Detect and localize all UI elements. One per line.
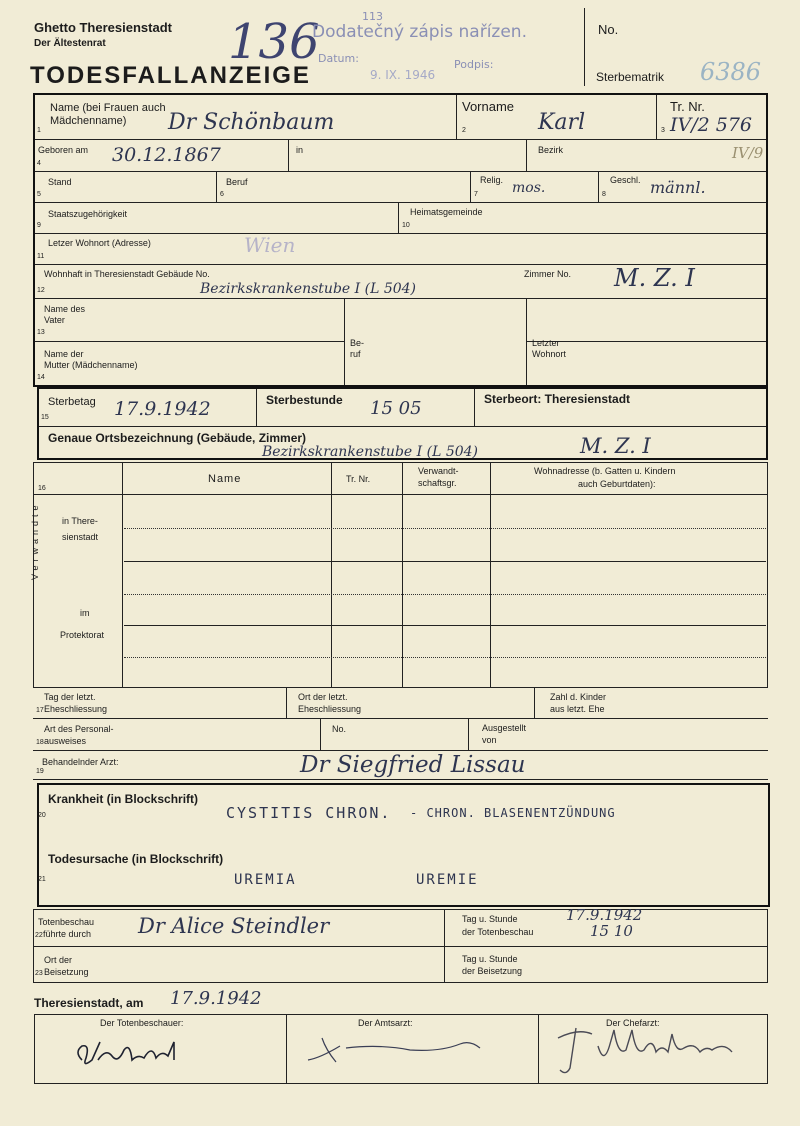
ausgestellt-a: Ausgestellt <box>482 723 527 733</box>
stamp-number: 113 <box>362 10 383 23</box>
field-number: 6 <box>220 191 224 198</box>
ausweis-no: No. <box>332 724 347 734</box>
tag-beisetzung-a: Tag u. Stunde <box>462 954 518 964</box>
sig3-label: Der Chefarzt: <box>606 1018 660 1028</box>
sterbematrik-value: 6386 <box>700 58 762 86</box>
field-number: 1 <box>37 127 41 134</box>
relig-value: mos. <box>512 180 546 196</box>
field-number: 10 <box>402 222 410 229</box>
vater-label-a: Name des <box>44 304 86 314</box>
chefarzt-signature <box>548 1016 758 1078</box>
ort-beisetzung-b: Beisetzung <box>44 967 89 977</box>
trnr-value: IV/2 576 <box>670 114 753 136</box>
sig2-label: Der Amtsarzt: <box>358 1018 413 1028</box>
geboren-label: Geboren am <box>38 145 89 155</box>
stamp-datum: Datum: <box>318 52 359 65</box>
tag-totenbeschau-value-2: 15 10 <box>590 922 633 940</box>
field-number: 20 <box>38 812 46 819</box>
bezirk-label: Bezirk <box>538 145 564 155</box>
relatives-table <box>33 462 768 688</box>
sterbestunde-label: Sterbestunde <box>266 393 343 407</box>
totenbeschauer-signature <box>70 1030 200 1075</box>
mutter-label-b: Mutter (Mädchenname) <box>44 360 138 370</box>
marriage-ort-b: Eheschliessung <box>298 704 362 714</box>
field-number: 17 <box>36 707 44 714</box>
amtsarzt-signature <box>300 1026 500 1071</box>
beruf-label: Beruf <box>226 177 248 187</box>
wohnort-label: Letzer Wohnort (Adresse) <box>48 238 151 248</box>
place-date-value: 17.9.1942 <box>170 988 262 1009</box>
col-name: Name <box>208 473 242 485</box>
stamp-text: Dodatečný zápis nařízen. <box>312 22 527 42</box>
stamp-podpis: Podpis: <box>454 58 494 71</box>
im-label: im <box>80 608 90 618</box>
krankheit-value-2: - CHRON. BLASENENTZÜNDUNG <box>410 806 616 820</box>
sterbestunde-value: 15 05 <box>370 398 422 419</box>
marriage-tag-a: Tag der letzt. <box>44 692 96 702</box>
field-number: 14 <box>37 374 45 381</box>
ausgestellt-b: von <box>482 735 497 745</box>
col-verw-a: Verwandt- <box>418 466 459 476</box>
col-wohn-b: auch Geburtdaten): <box>578 479 656 489</box>
kinder-a: Zahl d. Kinder <box>550 692 607 702</box>
col-trnr: Tr. Nr. <box>346 474 371 484</box>
field-number: 8 <box>602 191 606 198</box>
parent-wohnort-b: Wohnort <box>532 349 566 359</box>
krankheit-value-1: CYSTITIS CHRON. <box>226 804 392 822</box>
field-number: 13 <box>37 329 45 336</box>
ortsbez-value: Bezirkskrankenstube I (L 504) <box>262 444 479 460</box>
sterbematrik-label: Sterbematrik <box>596 70 665 84</box>
tag-totenbeschau-value-1: 17.9.1942 <box>566 906 643 924</box>
heimat-label: Heimatsgemeinde <box>410 207 483 217</box>
ortsbez-label: Genaue Ortsbezeichnung (Gebäude, Zimmer) <box>48 431 307 445</box>
todes-value-1: UREMIA <box>234 872 297 888</box>
arzt-label: Behandelnder Arzt: <box>42 757 119 767</box>
col-wohn-a: Wohnadresse (b. Gatten u. Kindern <box>534 466 676 476</box>
form-title: TODESFALLANZEIGE <box>30 62 311 89</box>
field-number: 19 <box>36 768 44 775</box>
field-number: 3 <box>661 127 665 134</box>
ortsbez-room: M. Z. I <box>580 434 651 458</box>
totenbeschau-a: Totenbeschau <box>38 917 95 927</box>
todes-label: Todesursache (in Blockschrift) <box>48 852 224 866</box>
arzt-value: Dr Siegfried Lissau <box>300 752 526 778</box>
handwritten-number: 136 <box>228 14 320 70</box>
geboren-value: 30.12.1867 <box>112 144 221 166</box>
ausweis-art-a: Art des Personal- <box>44 724 114 734</box>
field-number: 16 <box>38 485 46 492</box>
field-number: 9 <box>37 222 41 229</box>
staat-label: Staatszugehörigkeit <box>48 209 128 219</box>
kinder-b: aus letzt. Ehe <box>550 704 605 714</box>
ausweis-art-b: ausweises <box>44 736 87 746</box>
parent-beruf-b: ruf <box>350 349 361 359</box>
place-date-label: Theresienstadt, am <box>34 996 144 1010</box>
bezirk-note: IV/9 <box>732 144 764 162</box>
field-number: 21 <box>38 876 46 883</box>
field-number: 7 <box>474 191 478 198</box>
vorname-value: Karl <box>538 110 586 135</box>
trnr-label: Tr. Nr. <box>670 99 705 114</box>
wohnhaft-label: Wohnhaft in Theresienstadt Gebäude No. <box>44 269 210 279</box>
totenbeschau-b: führte durch <box>43 929 92 939</box>
field-number: 11 <box>37 253 45 260</box>
in-ther-b: sienstadt <box>62 532 99 542</box>
wohnort-value: Wien <box>244 233 296 257</box>
relatives-side-label: Verwandte <box>30 501 40 580</box>
in-label: in <box>296 145 304 155</box>
mutter-label-a: Name der <box>44 349 84 359</box>
in-ther-a: in There- <box>62 516 98 526</box>
marriage-tag-b: Eheschliessung <box>44 704 108 714</box>
surname-value: Dr Schönbaum <box>168 110 335 135</box>
totenbeschau-value: Dr Alice Steindler <box>138 914 330 938</box>
marriage-ort-a: Ort der letzt. <box>298 692 348 702</box>
sterbetag-label: Sterbetag <box>48 396 96 408</box>
tag-totenbeschau-a: Tag u. Stunde <box>462 914 518 924</box>
field-number: 23 <box>35 970 43 977</box>
relig-label: Relig. <box>480 175 504 185</box>
protektorat-label: Protektorat <box>60 630 105 640</box>
stamp-date: 9. IX. 1946 <box>370 68 436 82</box>
zimmer-value: M. Z. I <box>614 264 695 292</box>
field-number: 5 <box>37 191 41 198</box>
sterbetag-value: 17.9.1942 <box>114 398 211 420</box>
field-number: 18 <box>36 739 44 746</box>
org-name: Ghetto Theresienstadt <box>34 20 172 35</box>
field-number: 22 <box>35 932 43 939</box>
field-number: 2 <box>462 127 466 134</box>
col-verw-b: schaftsgr. <box>418 478 457 488</box>
field-number: 12 <box>37 287 45 294</box>
field-number: 4 <box>37 160 41 167</box>
geschl-label: Geschl. <box>610 175 641 185</box>
wohnhaft-value: Bezirkskrankenstube I (L 504) <box>200 281 417 297</box>
geschl-value: männl. <box>650 178 706 197</box>
vorname-label: Vorname <box>462 99 515 114</box>
sig1-label: Der Totenbeschauer: <box>100 1018 184 1028</box>
name-label: Name (bei Frauen auch Mädchenname) <box>50 102 166 127</box>
todes-value-2: UREMIE <box>416 872 479 888</box>
org-council: Der Ältestenrat <box>34 38 106 49</box>
field-number: 15 <box>41 414 49 421</box>
zimmer-label: Zimmer No. <box>524 269 571 279</box>
vater-label-b: Vater <box>44 315 65 325</box>
tag-totenbeschau-b: der Totenbeschau <box>462 927 534 937</box>
no-label: No. <box>598 22 619 37</box>
tag-beisetzung-b: der Beisetzung <box>462 966 523 976</box>
ort-beisetzung-a: Ort der <box>44 955 73 965</box>
krankheit-label: Krankheit (in Blockschrift) <box>48 792 199 806</box>
parent-beruf-a: Be- <box>350 338 365 348</box>
sterbeort-label: Sterbeort: Theresienstadt <box>484 392 631 406</box>
parent-wohnort-a: Letzter <box>532 338 560 348</box>
stand-label: Stand <box>48 177 72 187</box>
